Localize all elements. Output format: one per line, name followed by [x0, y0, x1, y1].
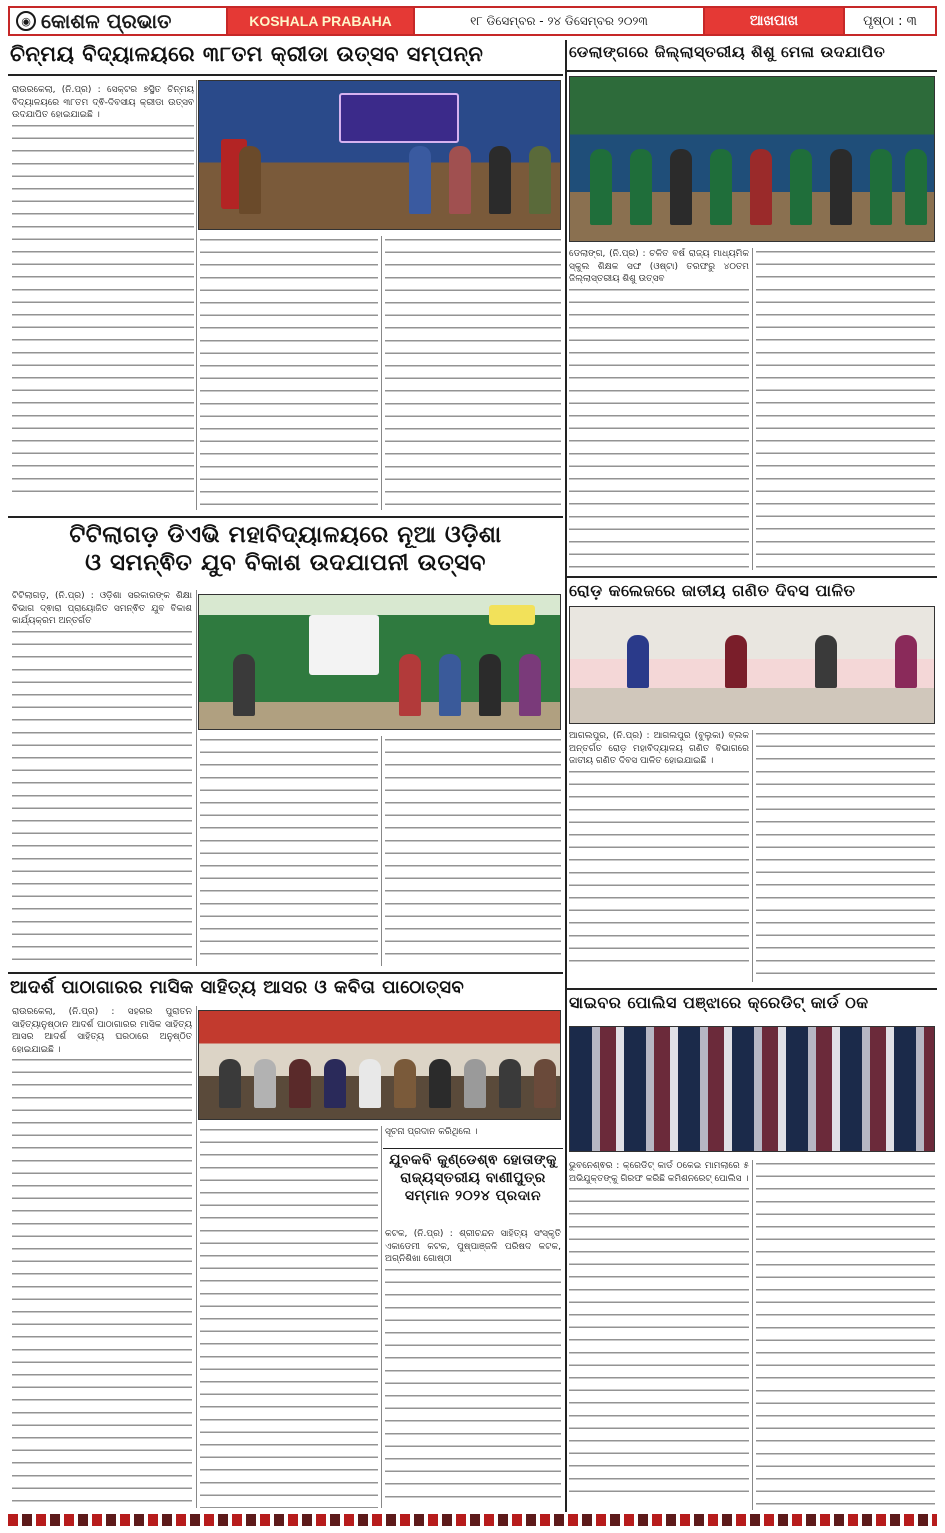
article-titilagarh — [8, 516, 563, 970]
body-text — [200, 236, 378, 510]
article-body-col2 — [200, 1126, 378, 1508]
photo-delanga-stage — [569, 76, 935, 242]
emblem-icon: ◉ — [16, 11, 36, 31]
body-text — [385, 1266, 561, 1508]
headline-titilagarh-line2: ଓ ସମନ୍ଵିତ ଯୁବ ବିକାଶ ଉଦଯାପନୀ ଉତ୍ସବ — [85, 550, 486, 577]
article-body-col1 — [569, 730, 749, 982]
headline-adarsha: ଆଦର୍ଶ ପାଠାଗାରର ମାସିକ ସାହିତ୍ୟ ଆସର ଓ କବିତା ପାଠୋତ୍ସବ — [10, 977, 465, 998]
article-cyber — [567, 988, 937, 1512]
article-yubakabi — [383, 1148, 563, 1512]
article-body-col1 — [569, 248, 749, 570]
article-body-col1 — [12, 590, 192, 966]
adarsha-note — [385, 1126, 561, 1144]
article-body-col1 — [12, 84, 194, 510]
photo-titilagarh-stage — [198, 594, 561, 730]
body-text — [200, 1126, 378, 1508]
article-body-col1 — [569, 1160, 749, 1510]
body-text — [569, 1185, 749, 1497]
article-body-col3 — [385, 236, 561, 510]
headline-maths-day: ରୋଡ଼ କଲେଜରେ ଜାତୀୟ ଗଣିତ ଦିବସ ପାଳିତ — [569, 581, 856, 600]
footer-border — [8, 1514, 937, 1526]
dateline-maths-day: ଆଗଲପୁର, (ନି.ପ୍ର) : ଆଗଲପୁର (ବୁଲୁକା) ବ୍ଲକ ଅନ୍ତର୍ଗତ ରୋଡ଼ ମହାବିଦ୍ୟାଳୟ ଗଣିତ ବିଭାଗରେ ଜାତୀୟ ଗଣିତ ଦିବସ ପାଳିତ ହୋଇଯାଇଛି । — [569, 731, 749, 767]
headline-chinmaya: ଚିନ୍ମୟ ବିଦ୍ୟାଳୟରେ ୩୮ତମ କ୍ରୀଡା ଉତ୍ସବ ସମ୍ପନ୍ନ — [10, 42, 484, 66]
section-name: ଆଖପାଖ — [705, 8, 843, 34]
article-body-col2 — [200, 736, 378, 966]
photo-adarsha-group — [198, 1010, 561, 1120]
article-chinmaya — [8, 40, 563, 514]
body-text — [200, 736, 378, 966]
issue-date: ୧୮ ଡିସେମ୍ବର - ୨୪ ଡିସେମ୍ବର ୨୦୨୩ — [413, 8, 705, 34]
headline-yubakabi-line1: ଯୁବକବି କୁଣ୍ଡେଶ୍ଵ ହୋତାଙ୍କୁ — [389, 1152, 557, 1168]
headline-yubakabi-line3: ସମ୍ମାନ ୨୦୨୪ ପ୍ରଦାନ — [404, 1188, 542, 1205]
photo-maths-day — [569, 606, 935, 724]
body-text — [385, 236, 561, 510]
adarsha-note-text: ସୂଚନା ପ୍ରଦାନ କରିଥିଲେ । — [385, 1127, 478, 1137]
article-body-col2 — [200, 236, 378, 510]
headline-cyber: ସାଇବର ପୋଲିସ ପଞ୍ଝାରେ କ୍ରେଡିଟ୍ କାର୍ଡ ଠକ — [569, 993, 869, 1012]
page-column-divider — [565, 40, 567, 1512]
article-body-col3 — [385, 736, 561, 966]
dateline-adarsha: ରାଉରକେଲା, (ନି.ପ୍ର) : ସହରର ପୁରାତନ ସାହିତ୍ୟାନୁଷ୍ଠାନ ଆଦର୍ଶ ପାଠାଗାରର ମାସିକ ସାହିତ୍ୟ ଆସର ଆଦର୍ଶ ସାହିତ୍ୟ ଘରଠାରେ ଅନୁଷ୍ଠିତ ହୋଇଯାଇଛି । — [12, 1007, 192, 1055]
headline-yubakabi-line2: ରାଜ୍ୟସ୍ତରୀୟ ବାଣୀପୁତ୍ର — [400, 1170, 546, 1187]
page-number: ପୃଷ୍ଠା : ୩ — [843, 8, 935, 34]
body-text — [756, 1160, 935, 1510]
masthead — [8, 6, 937, 36]
dateline-delanga: ଡେଲାଙ୍ଗ, (ନି.ପ୍ର) : ଚଳିତ ବର୍ଷ ରାଜ୍ୟ ମାଧ୍ୟମିକ ସ୍କୁଲ ଶିକ୍ଷକ ସଙ୍ଘ (ଓଷ୍ଟା) ତରଫରୁ ୪୦ତମ ଜିଲ୍ଲାସ୍ତରୀୟ ଶିଶୁ ଉତ୍ସବ — [569, 249, 749, 285]
newspaper-logo — [10, 8, 228, 34]
body-text — [756, 248, 935, 570]
article-maths-day — [567, 576, 937, 986]
article-delanga — [567, 40, 937, 574]
dateline-cyber: ଭୁବନେଶ୍ଵର : କ୍ରେଡିଟ୍ କାର୍ଡ ଠକେଇ ମାମଲାରେ ୫ ଅଭିଯୁକ୍ତଙ୍କୁ ଗିରଫ କରିଛି କମିଶନରେଟ୍ ପୋଲିସ । — [569, 1161, 749, 1184]
body-text — [12, 1056, 192, 1508]
headline-delanga: ଡେଲାଙ୍ଗରେ ଜିଲ୍ଲାସ୍ତରୀୟ ଶିଶୁ ମେଳା ଉଦଯାପିତ — [569, 43, 886, 61]
newspaper-name: KOSHALA PRABAHA — [228, 8, 413, 34]
article-body-col1 — [12, 1006, 192, 1508]
article-body-col2 — [756, 248, 935, 570]
article-body-col2 — [756, 1160, 935, 1510]
photo-credit-cards — [569, 1026, 935, 1152]
body-text — [385, 736, 561, 966]
body-text — [569, 286, 749, 570]
body-text — [12, 628, 192, 966]
logo-text: କୋଶଳ ପ୍ରଭାତ — [41, 9, 172, 33]
article-body-col1 — [385, 1228, 561, 1508]
photo-chinmaya-stage — [198, 80, 561, 230]
dateline-titilagarh: ଟିଟିଲାଗଡ଼, (ନି.ପ୍ର) : ଓଡ଼ିଶା ସରକାରଙ୍କ ଶିକ୍ଷା ବିଭାଗ ଦ୍ଵାରା ପ୍ରାୟୋଜିତ ସମନ୍ଵିତ ଯୁବ ବିକାଶ କାର୍ଯ୍ୟକ୍ରମ ଅନ୍ତର୍ଗତ — [12, 591, 192, 627]
dateline-yubakabi: କଟକ, (ନି.ପ୍ର) : ଶ୍ରୀଚନ୍ଦନ ସାହିତ୍ୟ ସଂସ୍କୃତି ଏକାଡେମୀ କଟକ, ପୁଷ୍ପାଞ୍ଜଳି ପରିଷଦ କଟକ, ଅଗ୍ନିଶିଖା ଗୋଷ୍ଠୀ — [385, 1229, 561, 1265]
dateline-chinmaya: ରାଉରକେଲା, (ନି.ପ୍ର) : ସେକ୍ଟର ୭ସ୍ଥିତ ଚିନ୍ମୟ ବିଦ୍ୟାଳୟରେ ୩୮ତମ ଦ୍ଵି-ଦିବସୀୟ କ୍ରୀଡା ଉତ୍ସବ ଉଦଯାପିତ ହୋଇଯାଇଛି । — [12, 85, 194, 121]
body-text — [756, 730, 935, 982]
body-text — [569, 768, 749, 970]
headline-titilagarh-line1: ଟିଟିଲାଗଡ଼ ଡିଏଭି ମହାବିଦ୍ୟାଳୟରେ ନୂଆ ଓଡ଼ିଶା — [69, 522, 502, 548]
article-body-col2 — [756, 730, 935, 982]
body-text — [12, 122, 194, 498]
